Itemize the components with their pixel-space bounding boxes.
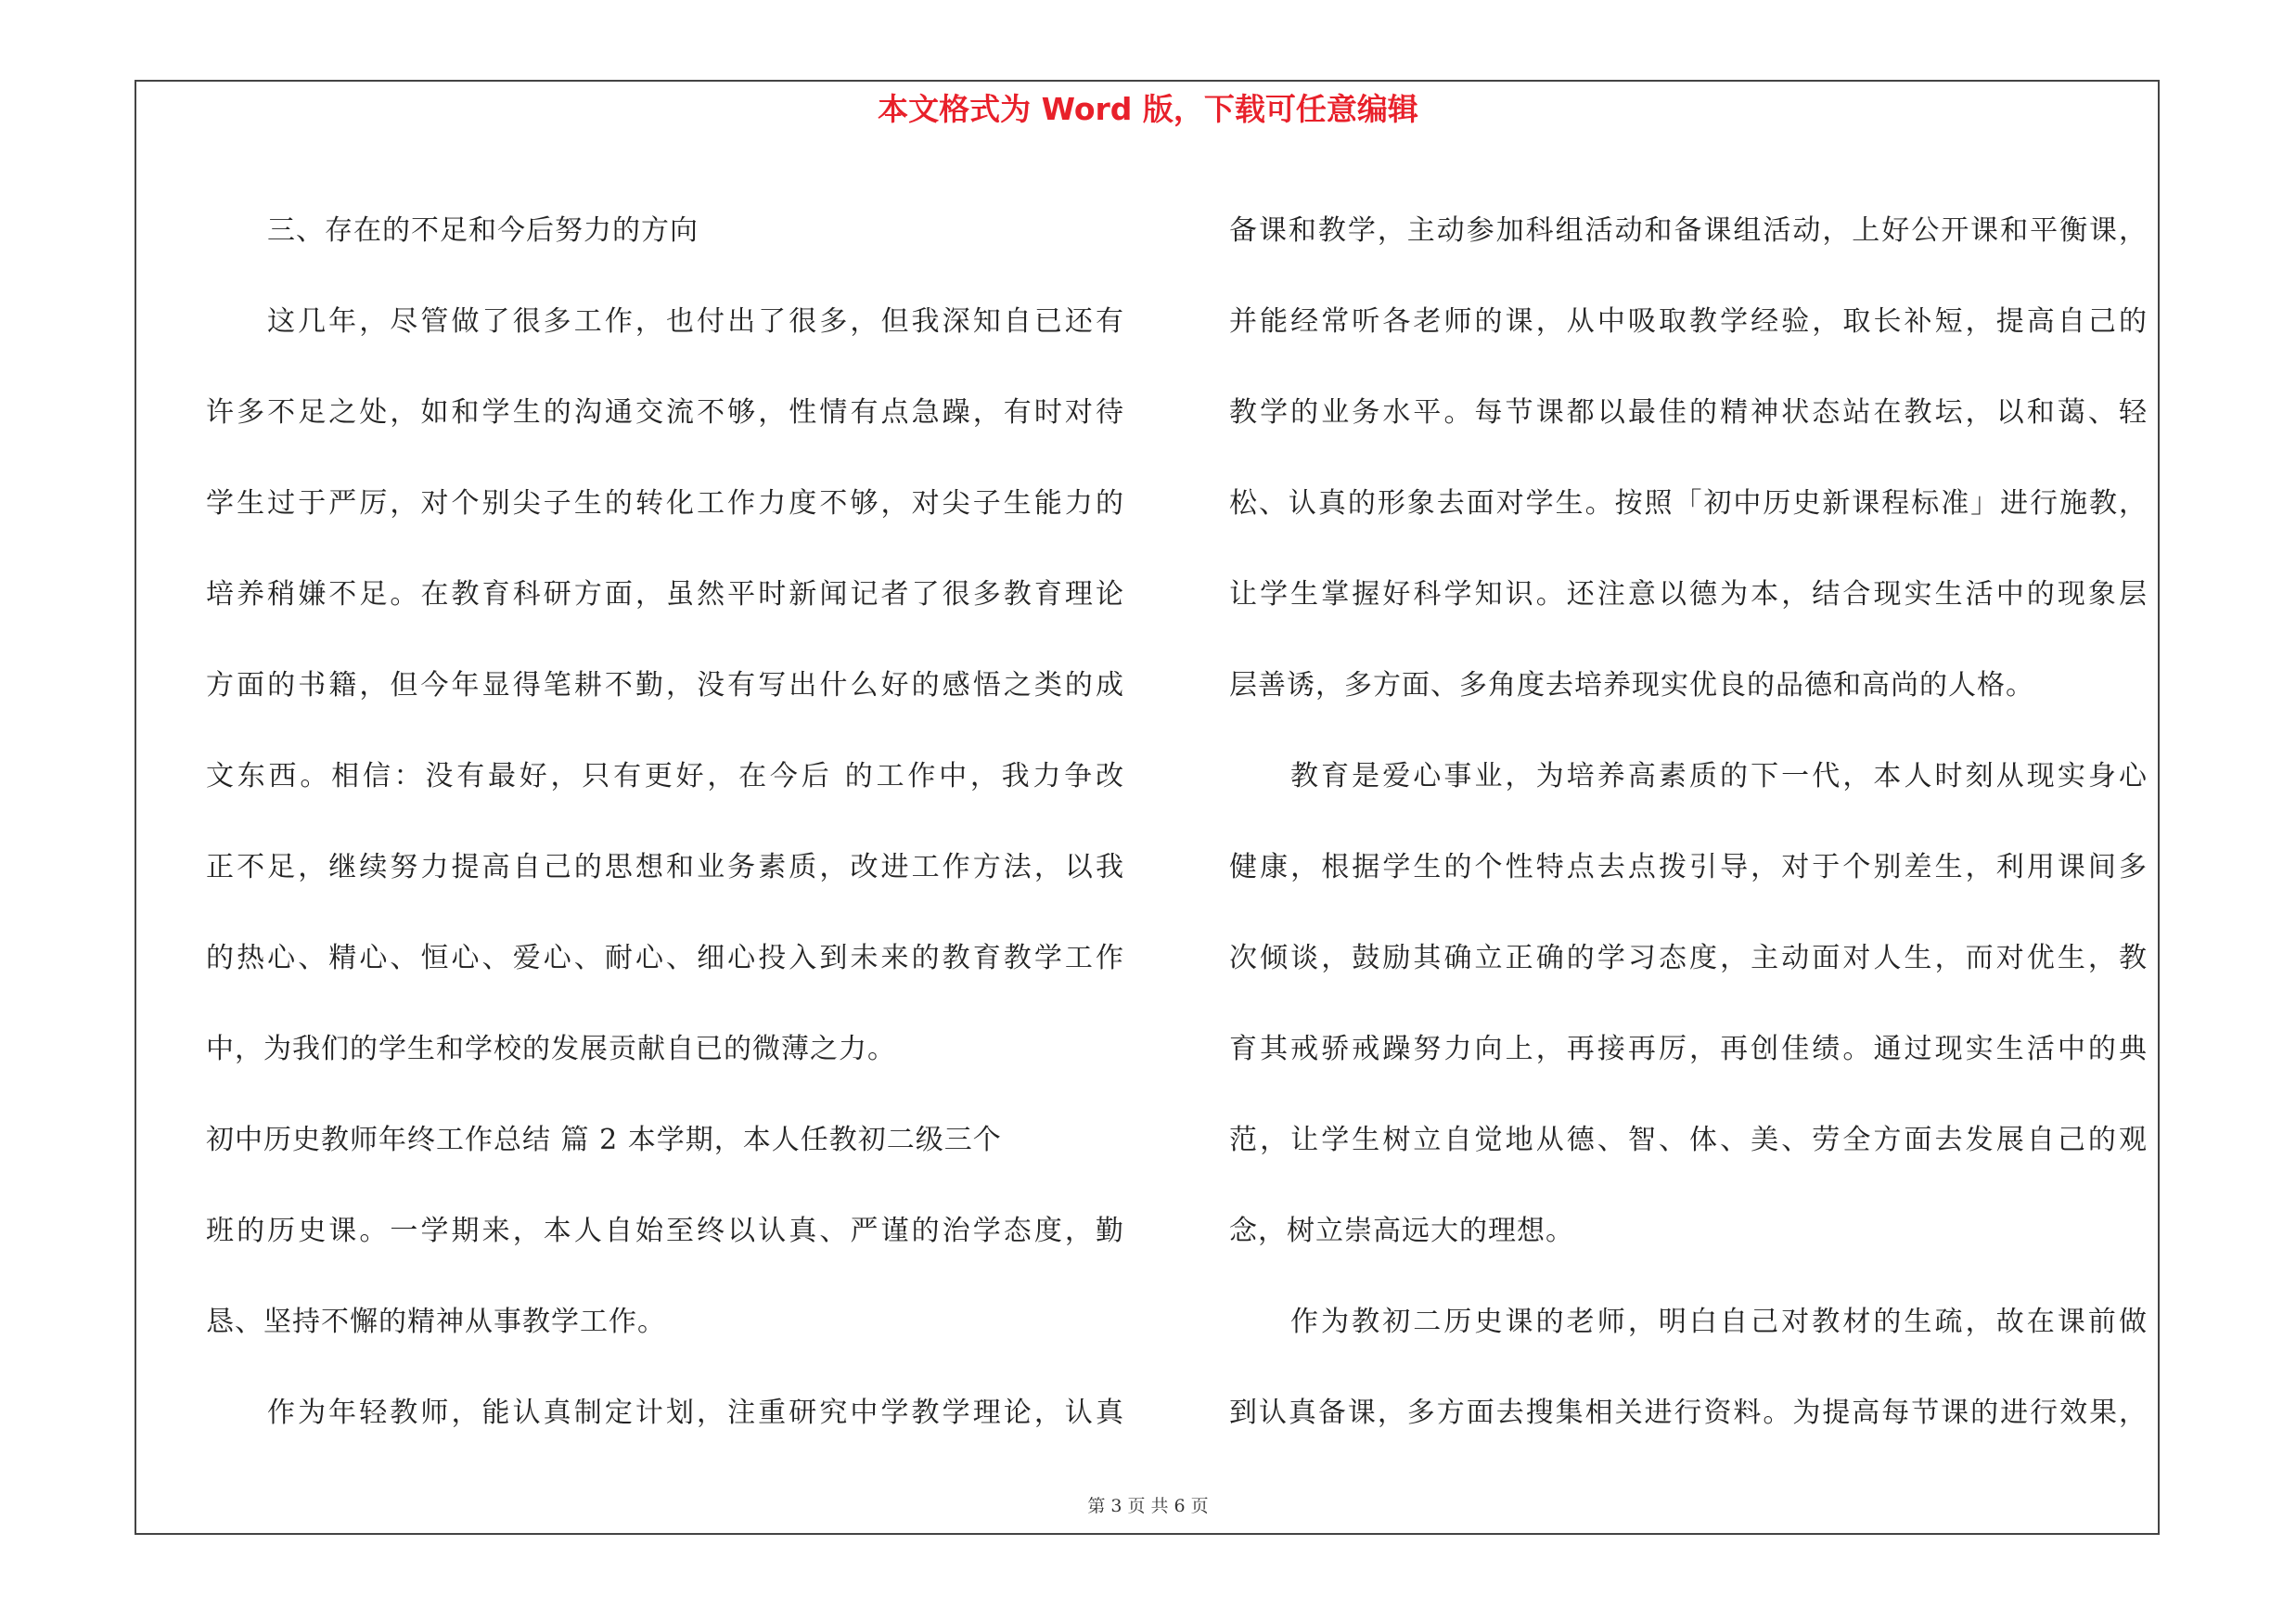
text-line: 三、存在的不足和今后努力的方向	[267, 214, 699, 247]
text-line: 教学的业务水平。每节课都以最佳的精神状态站在教坛，以和蔼、轻	[1229, 396, 2148, 429]
text-line: 让学生掌握好科学知识。还注意以德为本，结合现实生活中的现象层	[1229, 578, 2148, 611]
left-column	[206, 186, 1124, 1459]
text-line: 文东西。相信：没有最好，只有更好，在今后 的工作中，我力争改	[206, 760, 1124, 792]
right-column	[1229, 186, 2148, 1459]
format-banner: 本文格式为 Word 版，下载可任意编辑	[878, 91, 1418, 127]
page-number: 第 3 页 共 6 页	[1087, 1496, 1209, 1516]
text-line: 作为年轻教师，能认真制定计划，注重研究中学教学理论，认真	[267, 1397, 1124, 1429]
text-line: 念，树立崇高远大的理想。	[1229, 1215, 1574, 1247]
text-line: 健康，根据学生的个性特点去点拨引导，对于个别差生，利用课间多	[1229, 851, 2148, 883]
text-line: 正不足，继续努力提高自己的思想和业务素质，改进工作方法，以我	[206, 851, 1124, 883]
text-line: 并能经常听各老师的课，从中吸取教学经验，取长补短，提高自己的	[1229, 305, 2148, 338]
text-line: 作为教初二历史课的老师，明白自己对教材的生疏，故在课前做	[1290, 1306, 2148, 1338]
text-line: 的热心、精心、恒心、爱心、耐心、细心投入到未来的教育教学工作	[206, 942, 1124, 974]
text-line: 学生过于严厉，对个别尖子生的转化工作力度不够，对尖子生能力的	[206, 487, 1124, 520]
text-line: 这几年，尽管做了很多工作，也付出了很多，但我深知自已还有	[267, 305, 1124, 338]
text-line: 次倾谈，鼓励其确立正确的学习态度，主动面对人生，而对优生，教	[1229, 942, 2148, 974]
text-line: 育其戒骄戒躁努力向上，再接再厉，再创佳绩。通过现实生活中的典	[1229, 1033, 2148, 1065]
text-line: 恳、坚持不懈的精神从事教学工作。	[206, 1306, 666, 1338]
text-line: 松、认真的形象去面对学生。按照「初中历史新课程标准」进行施教，	[1229, 487, 2148, 520]
text-line: 培养稍嫌不足。在教育科研方面，虽然平时新闻记者了很多教育理论	[206, 578, 1124, 611]
text-line: 班的历史课。一学期来，本人自始至终以认真、严谨的治学态度，勤	[206, 1215, 1124, 1247]
text-line: 初中历史教师年终工作总结 篇 2 本学期，本人任教初二级三个	[206, 1124, 1002, 1156]
text-line: 许多不足之处，如和学生的沟通交流不够，性情有点急躁，有时对待	[206, 396, 1124, 429]
text-line: 到认真备课，多方面去搜集相关进行资料。为提高每节课的进行效果，	[1229, 1397, 2148, 1429]
text-line: 中，为我们的学生和学校的发展贡献自已的微薄之力。	[206, 1033, 896, 1065]
text-line: 层善诱，多方面、多角度去培养现实优良的品德和高尚的人格。	[1229, 669, 2034, 702]
text-line: 方面的书籍，但今年显得笔耕不勤，没有写出什么好的感悟之类的成	[206, 669, 1124, 702]
text-line: 备课和教学，主动参加科组活动和备课组活动，上好公开课和平衡课，	[1229, 214, 2148, 247]
text-line: 范，让学生树立自觉地从德、智、体、美、劳全方面去发展自己的观	[1229, 1124, 2148, 1156]
text-line: 教育是爱心事业，为培养高素质的下一代，本人时刻从现实身心	[1290, 760, 2148, 792]
